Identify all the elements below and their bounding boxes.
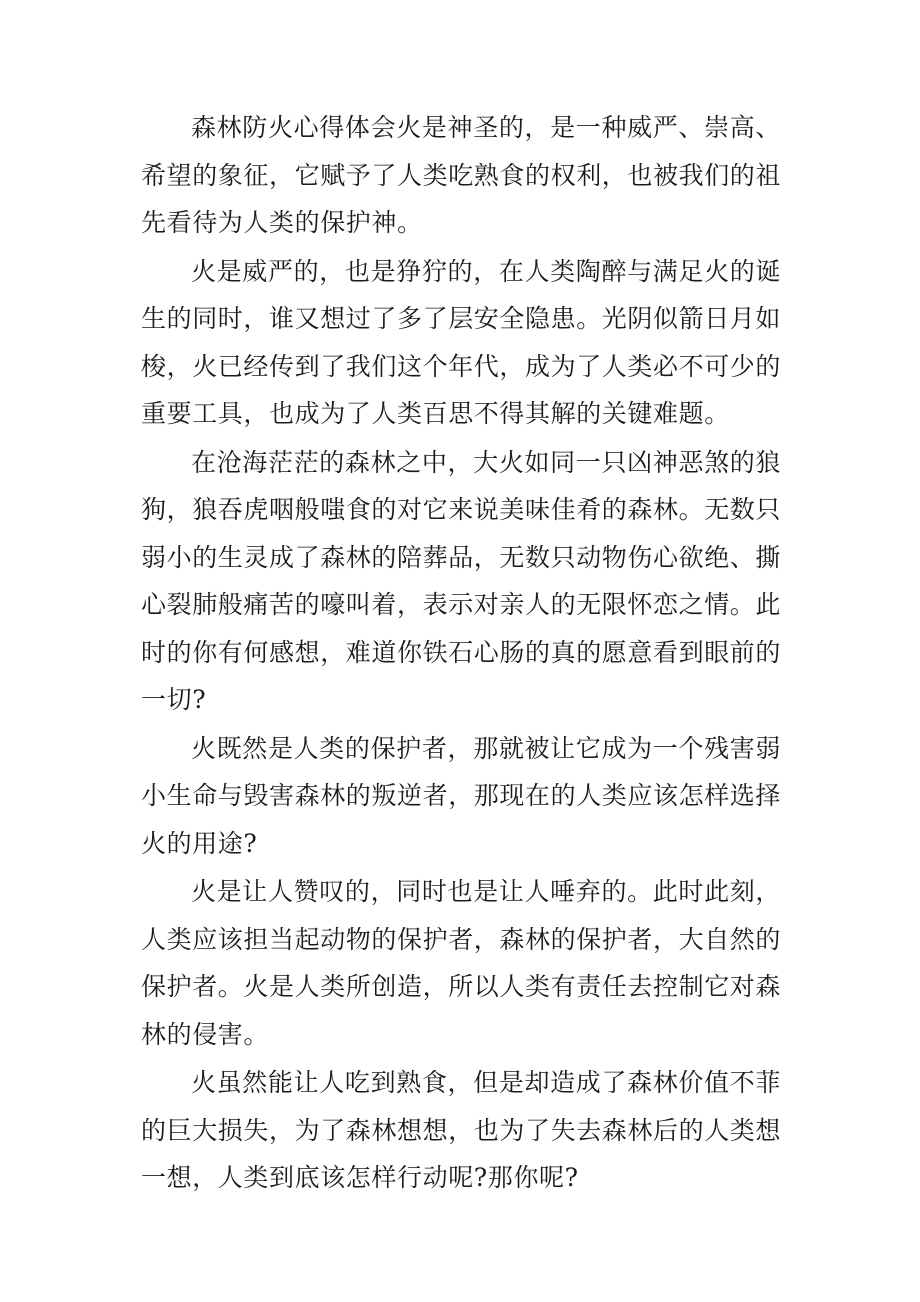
paragraph-1: 森林防火心得体会火是神圣的，是一种威严、崇高、希望的象征，它赋予了人类吃熟食的权利，也被我们的祖先看待为人类的保护神。 [141, 113, 782, 237]
paragraph-4: 火既然是人类的保护者，那就被让它成为一个残害弱小生命与毁害森林的叛逆者，那现在的人类应该怎样选择火的用途? [141, 733, 782, 858]
paragraph-5: 火是让人赞叹的，同时也是让人唾弃的。此时此刻，人类应该担当起动物的保护者，森林的保护者，大自然的保护者。火是人类所创造，所以人类有责任去控制它对森林的侵害。 [141, 877, 782, 1049]
document-body [141, 104, 781, 1203]
paragraph-2: 火是威严的，也是狰狞的，在人类陶醉与满足火的诞生的同时，谁又想过了多了层安全隐患。光阴似箭日月如梭，火已经传到了我们这个年代，成为了人类必不可少的重要工具，也成为了人类百思不得其解的关键难题。 [141, 256, 782, 428]
paragraph-3: 在沧海茫茫的森林之中，大火如同一只凶神恶煞的狼狗，狼吞虎咽般嗤食的对它来说美味佳肴的森林。无数只弱小的生灵成了森林的陪葬品，无数只动物伤心欲绝、撕心裂肺般痛苦的嚎叫着，表示对亲人的无限怀恋之情。此时的你有何感想，难道你铁石心肠的真的愿意看到眼前的一切? [141, 447, 782, 714]
paragraph-6: 火虽然能让人吃到熟食，但是却造成了森林价值不菲的巨大损失，为了森林想想，也为了失去森林后的人类想一想，人类到底该怎样行动呢?那你呢? [141, 1068, 782, 1192]
